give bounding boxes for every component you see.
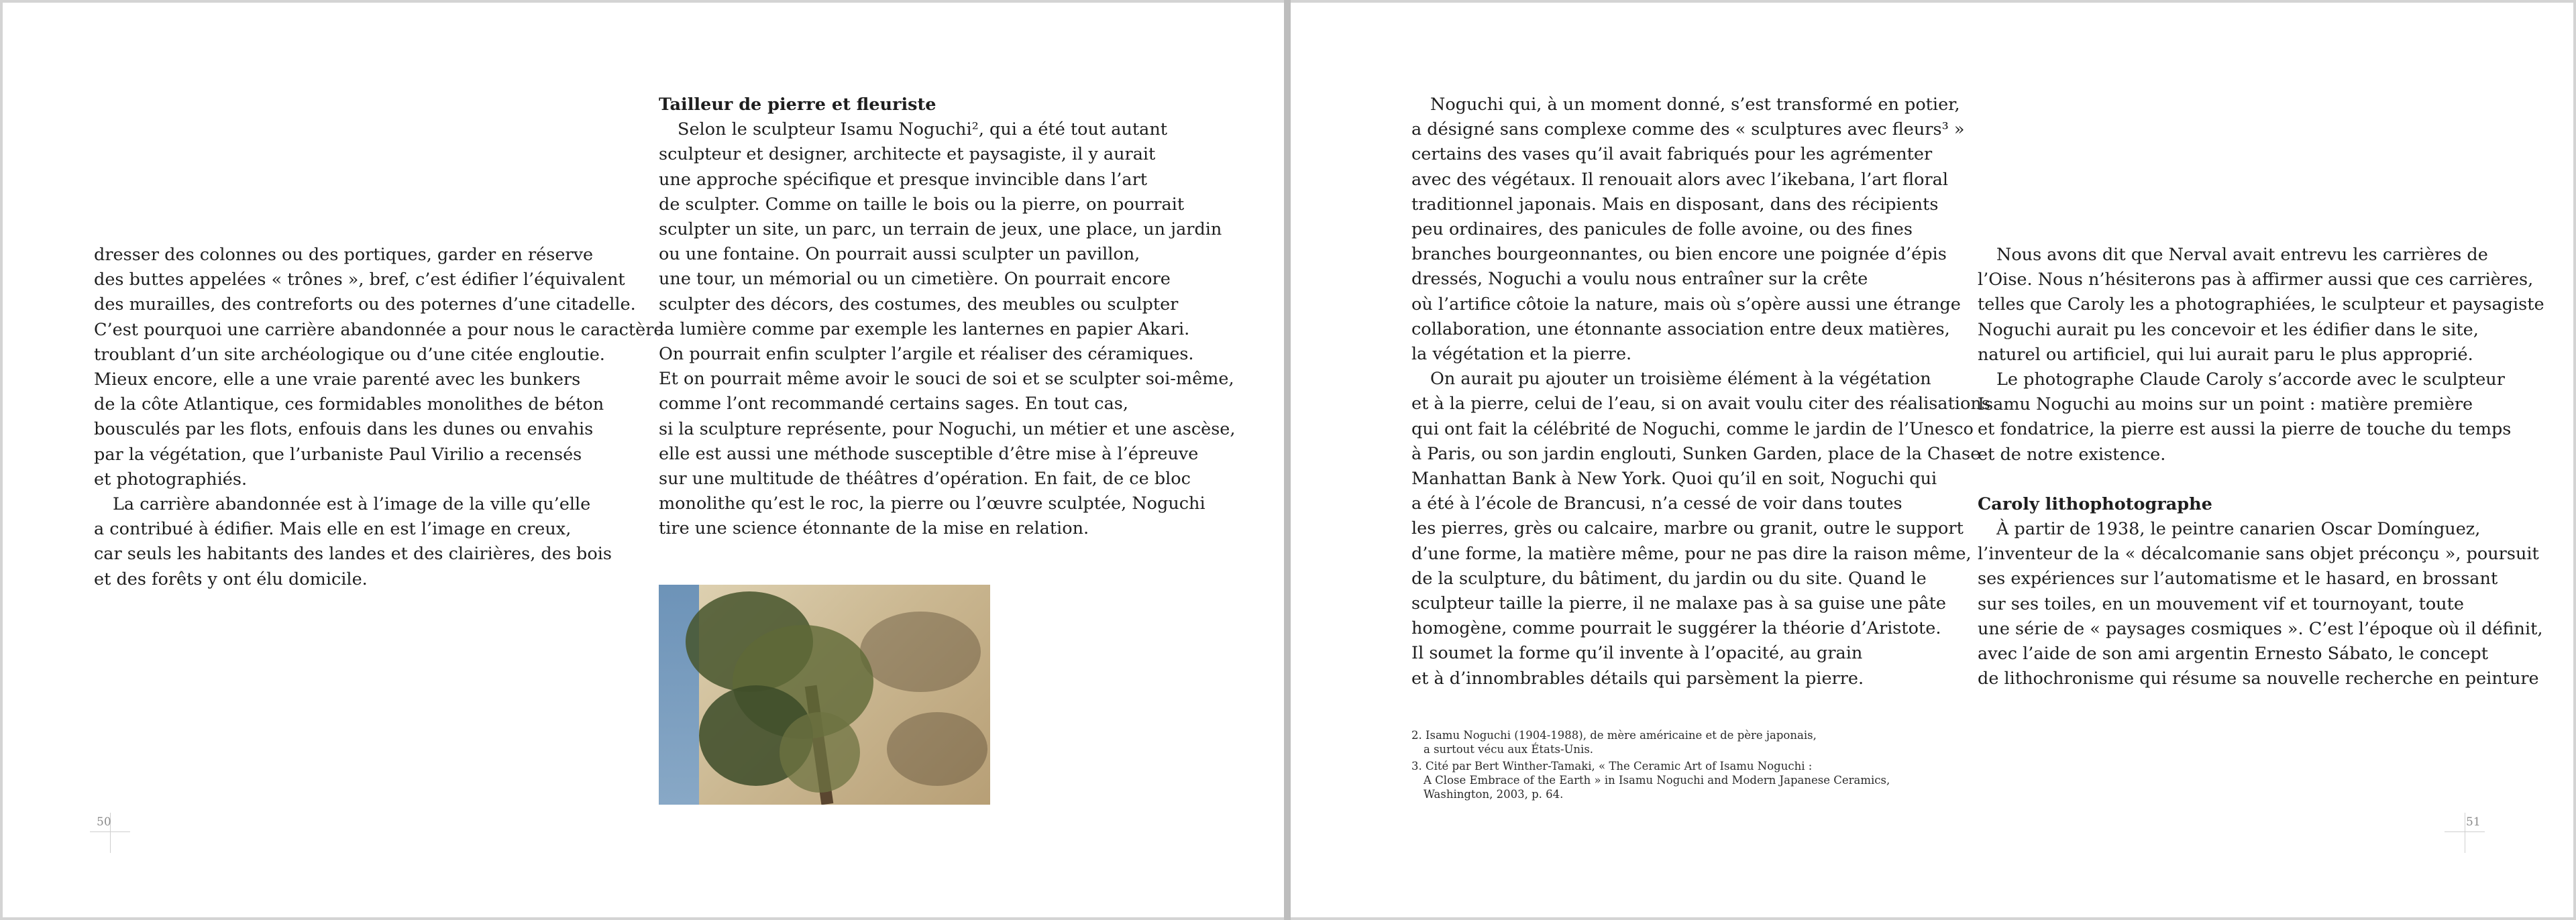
text-line: la végétation et la pierre. <box>1411 344 1632 365</box>
text-line: à Paris, ou son jardin englouti, Sunken Garden, place de la Chase <box>1411 443 1981 464</box>
text-line: ou une fontaine. On pourrait aussi sculpter un pavillon, <box>659 244 1140 265</box>
text-line: et à d’innombrables détails qui parsèment la pierre. <box>1411 668 1864 689</box>
left-page <box>3 3 1284 917</box>
text-line: la lumière comme par exemple les lanternes en papier Akari. <box>659 319 1190 339</box>
text-line: d’une forme, la matière même, pour ne pas dire la raison même, <box>1411 543 1972 564</box>
text-line: Nous avons dit que Nerval avait entrevu les carrières de <box>1996 245 2488 265</box>
text-line: les pierres, grès ou calcaire, marbre ou granit, outre le support <box>1411 518 1964 539</box>
text-line: si la sculpture représente, pour Noguchi, un métier et une ascèse, <box>659 418 1236 439</box>
text-line: dresser des colonnes ou des portiques, garder en réserve <box>94 245 594 265</box>
text-line: tire une science étonnante de la mise en relation. <box>659 518 1089 539</box>
text-line: sculpter un site, un parc, un terrain de jeux, une place, un jardin <box>659 219 1222 240</box>
section-heading: Tailleur de pierre et fleuriste <box>659 95 936 115</box>
text-line: sculpteur et designer, architecte et paysagiste, il y aurait <box>659 144 1156 165</box>
right-page-column-2 <box>1978 243 2544 691</box>
book-spine <box>1284 0 1291 920</box>
text-line: comme l’ont recommandé certains sages. En tout cas, <box>659 394 1128 414</box>
left-page-column-2 <box>659 93 1236 542</box>
text-line: monolithe qu’est le roc, la pierre ou l’œuvre sculptée, Noguchi <box>659 494 1205 514</box>
footnotes <box>1411 728 1890 801</box>
text-line: À partir de 1938, le peintre canarien Oscar Domínguez, <box>1996 519 2481 540</box>
text-line: une série de « paysages cosmiques ». C’est l’époque où il définit, <box>1978 618 2543 639</box>
text-line: a été à l’école de Brancusi, n’a cessé de voir dans toutes <box>1411 494 1902 514</box>
text-line: de la sculpture, du bâtiment, du jardin ou du site. Quand le <box>1411 568 1927 589</box>
page-number: 51 <box>2466 815 2481 829</box>
text-line: elle est aussi une méthode susceptible d’être mise à l’épreuve <box>659 443 1199 464</box>
text-line: des buttes appelées « trônes », bref, c’est édifier l’équivalent <box>94 270 625 290</box>
text-line: de sculpter. Comme on taille le bois ou la pierre, on pourrait <box>659 194 1185 215</box>
right-page-column-1 <box>1411 93 1990 691</box>
photo-shadow <box>887 712 987 786</box>
text-line: sur une multitude de théâtres d’opération. En fait, de ce bloc <box>659 469 1191 490</box>
text-line: et photographiés. <box>94 469 248 490</box>
text-line: Noguchi qui, à un moment donné, s’est transformé en potier, <box>1430 95 1960 115</box>
text-line: avec l’aide de son ami argentin Ernesto Sábato, le concept <box>1978 644 2488 665</box>
text-line: l’inventeur de la « décalcomanie sans objet préconçu », poursuit <box>1978 544 2539 565</box>
text-line: Et on pourrait même avoir le souci de soi et se sculpter soi-même, <box>659 369 1234 390</box>
text-line: et des forêts y ont élu domicile. <box>94 569 368 589</box>
footnote-line: 3. Cité par Bert Winther-Tamaki, « The Ceramic Art of Isamu Noguchi : <box>1411 760 1813 772</box>
photo-shadow <box>860 612 981 692</box>
text-line: sur ses toiles, en un mouvement vif et tournoyant, toute <box>1978 593 2464 614</box>
text-line: où l’artifice côtoie la nature, mais où s’opère aussi une étrange <box>1411 294 1961 314</box>
text-line: Selon le sculpteur Isamu Noguchi², qui a été tout autant <box>678 119 1168 140</box>
footnote-line: A Close Embrace of the Earth » in Isamu Noguchi and Modern Japanese Ceramics, <box>1424 774 1890 787</box>
stone-wall-photo <box>659 585 990 805</box>
text-line: et à la pierre, celui de l’eau, si on avait voulu citer des réalisations <box>1411 394 1990 414</box>
text-line: qui ont fait la célébrité de Noguchi, comme le jardin de l’Unesco <box>1411 418 1974 439</box>
text-line: avec des végétaux. Il renouait alors avec l’ikebana, l’art floral <box>1411 169 1949 190</box>
text-line: naturel ou artificiel, qui lui aurait paru le plus approprié. <box>1978 344 2473 365</box>
text-line: homogène, comme pourrait le suggérer la théorie d’Aristote. <box>1411 618 1941 639</box>
text-line: une tour, un mémorial ou un cimetière. On pourrait encore <box>659 269 1171 290</box>
text-line: a désigné sans complexe comme des « sculptures avec fleurs³ » <box>1411 119 1965 140</box>
text-line: traditionnel japonais. Mais en disposant, dans des récipients <box>1411 194 1939 215</box>
text-line: ses expériences sur l’automatisme et le hasard, en brossant <box>1978 569 2498 589</box>
text-line: certains des vases qu’il avait fabriqués pour les agrémenter <box>1411 144 1933 165</box>
text-line: Le photographe Claude Caroly s’accorde avec le sculpteur <box>1996 369 2505 390</box>
text-line: C’est pourquoi une carrière abandonnée a pour nous le caractère <box>94 319 664 340</box>
text-line: par la végétation, que l’urbaniste Paul Virilio a recensés <box>94 444 582 465</box>
text-line: Il soumet la forme qu’il invente à l’opacité, au grain <box>1411 643 1863 664</box>
text-line: On pourrait enfin sculpter l’argile et réaliser des céramiques. <box>659 344 1194 365</box>
text-line: troublant d’un site archéologique ou d’une citée engloutie. <box>94 344 605 365</box>
text-line: Manhattan Bank à New York. Quoi qu’il en soit, Noguchi qui <box>1411 469 1937 490</box>
left-page-column-1 <box>94 243 664 592</box>
text-line: car seuls les habitants des landes et des clairières, des bois <box>94 544 612 565</box>
blank-line <box>1978 467 2544 492</box>
footnote-line: 2. Isamu Noguchi (1904-1988), de mère américaine et de père japonais, <box>1411 729 1817 742</box>
text-line: collaboration, une étonnante association entre deux matières, <box>1411 319 1950 339</box>
page-number: 50 <box>97 815 111 829</box>
text-line: branches bourgeonnantes, ou bien encore une poignée d’épis <box>1411 244 1947 265</box>
text-line: La carrière abandonnée est à l’image de la ville qu’elle <box>113 494 591 515</box>
text-line: telles que Caroly les a photographiées, le sculpteur et paysagiste <box>1978 294 2544 315</box>
text-line: des murailles, des contreforts ou des poternes d’une citadelle. <box>94 294 636 315</box>
footnote-line: Washington, 2003, p. 64. <box>1424 788 1564 801</box>
footnote-line: a surtout vécu aux États-Unis. <box>1424 743 1594 756</box>
text-line: a contribué à édifier. Mais elle en est l’image en creux, <box>94 519 572 540</box>
text-line: peu ordinaires, des panicules de folle avoine, ou des fines <box>1411 219 1913 240</box>
text-line: Isamu Noguchi au moins sur un point : matière première <box>1978 394 2473 415</box>
text-line: de lithochronisme qui résume sa nouvelle recherche en peinture <box>1978 669 2539 689</box>
text-line: sculpteur taille la pierre, il ne malaxe pas à sa guise une pâte <box>1411 593 1947 614</box>
text-line: une approche spécifique et presque invincible dans l’art <box>659 169 1148 190</box>
text-line: dressés, Noguchi a voulu nous entraîner sur la crête <box>1411 269 1868 290</box>
text-line: Noguchi aurait pu les concevoir et les édifier dans le site, <box>1978 319 2479 340</box>
text-line: Mieux encore, elle a une vraie parenté avec les bunkers <box>94 369 581 390</box>
text-line: et de notre existence. <box>1978 444 2166 465</box>
photo-foliage <box>780 712 860 793</box>
text-line: l’Oise. Nous n’hésiterons pas à affirmer aussi que ces carrières, <box>1978 270 2534 290</box>
text-line: et fondatrice, la pierre est aussi la pierre de touche du temps <box>1978 419 2512 440</box>
section-heading: Caroly lithophotographe <box>1978 494 2212 514</box>
text-line: bousculés par les flots, enfouis dans les dunes ou envahis <box>94 419 594 440</box>
text-line: sculpter des décors, des costumes, des meubles ou sculpter <box>659 294 1179 314</box>
text-line: de la côte Atlantique, ces formidables monolithes de béton <box>94 394 604 415</box>
right-page <box>1291 3 2573 917</box>
text-line: On aurait pu ajouter un troisième élément à la végétation <box>1430 369 1931 390</box>
